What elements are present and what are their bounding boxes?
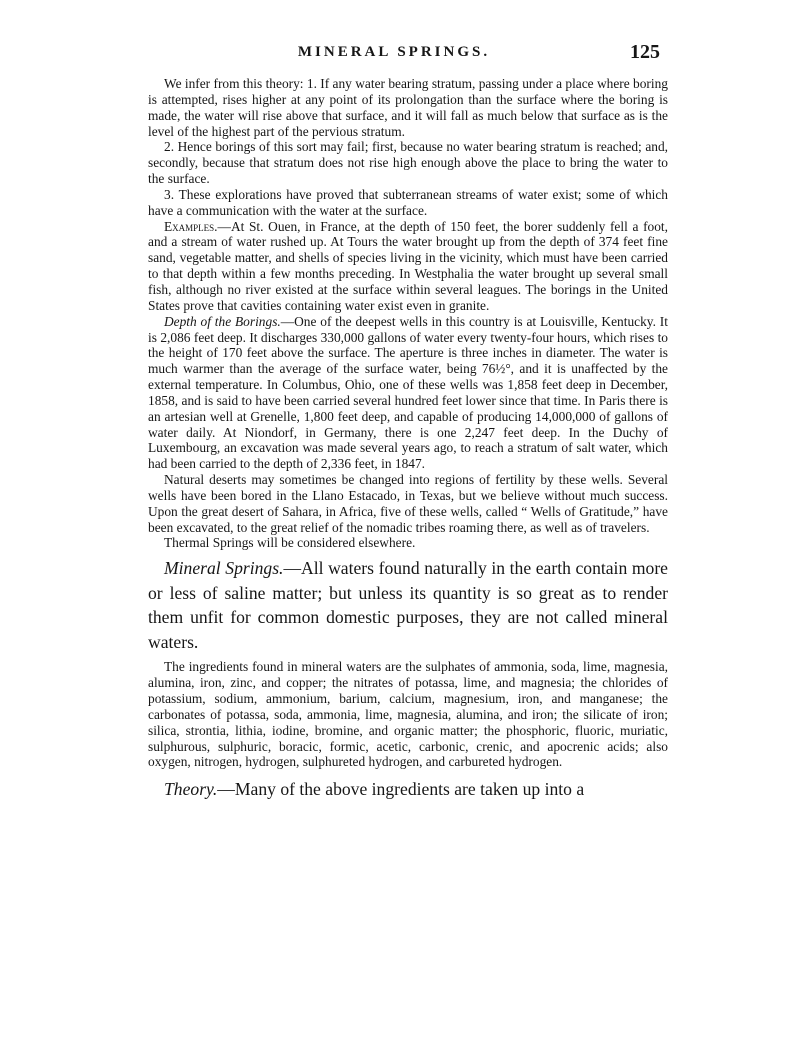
paragraph-depth-of-borings xyxy=(148,314,668,472)
paragraph-subterranean-streams: 3. These explorations have proved that subterranean streams of water exist; some of which have a communication with the water at the surface. xyxy=(148,186,668,218)
paragraph-natural-deserts: Natural deserts may sometimes be changed into regions of fertility by these wells. Several wells have been bored in the Llano Estacado, in Texas, but we believe without much success. Upon the great desert of Sahara, in Africa, five of these wells, called “ Wells of Gratitude,” have been excavated, to the great relief of the nomadic tribes roaming there, as well as of travelers. xyxy=(148,472,668,535)
page-body xyxy=(148,76,668,802)
examples-heading: Examples. xyxy=(164,218,218,234)
paragraph-ingredients: The ingredients found in mineral waters are the sulphates of ammonia, soda, lime, magnesia, alumina, iron, zinc, and copper; the nitrates of potassa, lime, and magnesia; the chlorides of potassium, sodium, ammonium, barium, calcium, magnesium, iron, and manganese; the carbonates of potassa, soda, ammonia, lime, magnesia, alumina, and iron; the silicate of iron; silica, strontia, lithia, iodine, bromine, and organic matter; the phosphoric, fluoric, muriatic, sulphurous, sulphuric, boracic, formic, acetic, carbonic, crenic, and apocrenic acids; also oxygen, nitrogen, hydrogen, sulphureted hydrogen, and carbureted hydrogen. xyxy=(148,659,668,770)
paragraph-thermal-springs: Thermal Springs will be considered elsewhere. xyxy=(164,535,416,551)
depth-heading: Depth of the Borings. xyxy=(164,313,281,329)
theory-heading: Theory. xyxy=(164,779,218,800)
examples-text: —At St. Ouen, in France, at the depth of 150 feet, the borer suddenly fell a foot, and a stream of water rushed up. At Tours the water brought up from the depth of 374 feet fine sand, vegetable matter, and shells of species living in the vicinity, which must have been carried to that depth within a few months preceding. In Westphalia the water brought up several small fish, although no river existed at the surface within several leagues. The borings in the United States prove that cavities containing water exist even in granite. xyxy=(148,218,668,313)
running-title: MINERAL SPRINGS. xyxy=(297,44,491,60)
mineral-springs-text: —All waters found naturally in the earth contain more or less of saline matter; but unless its quantity is so great as to render them unfit for common domestic purposes, they are not called mineral waters. xyxy=(148,558,668,652)
paragraph-theory-inference: We infer from this theory: 1. If any water bearing stratum, passing under a place where boring is attempted, rises higher at any point of its prolongation than the surface where the boring is made, the water will rise above that surface, and it will fall as much below that surface as is the level of the highest part of the pervious stratum. xyxy=(148,76,668,139)
mineral-springs-heading: Mineral Springs. xyxy=(164,558,284,579)
theory-text: —Many of the above ingredients are taken up into a xyxy=(217,779,585,800)
page-number: 125 xyxy=(630,41,660,63)
paragraph-theory xyxy=(148,777,668,802)
paragraph-mineral-springs xyxy=(148,556,668,654)
depth-text: —One of the deepest wells in this country is at Louisville, Kentucky. It is 2,086 feet deep. It discharges 330,000 gallons of water every twenty-four hours, which rises to the height of 170 feet above the surface. The aperture is three inches in diameter. The water is much warmer than the average of the surface water, being 76½°, and it is unaffected by the external temperature. In Columbus, Ohio, one of these wells was 1,858 feet deep in December, 1858, and is said to have been carried several hundred feet lower since that time. In Paris there is an artesian well at Grenelle, 1,800 feet deep, and capable of producing 14,000,000 of gallons of water daily. At Niondorf, in Germany, there is one 2,247 feet deep. In the Duchy of Luxembourg, an excavation was made several years ago, to reach a stratum of salt water, which had been carried to the depth of 2,336 feet, in 1847. xyxy=(148,313,668,472)
paragraph-examples xyxy=(148,219,668,314)
paragraph-boring-failure: 2. Hence borings of this sort may fail; first, because no water bearing stratum is reached; and, secondly, because that stratum does not rise high enough above the place to bring the water to the surface. xyxy=(148,139,668,187)
